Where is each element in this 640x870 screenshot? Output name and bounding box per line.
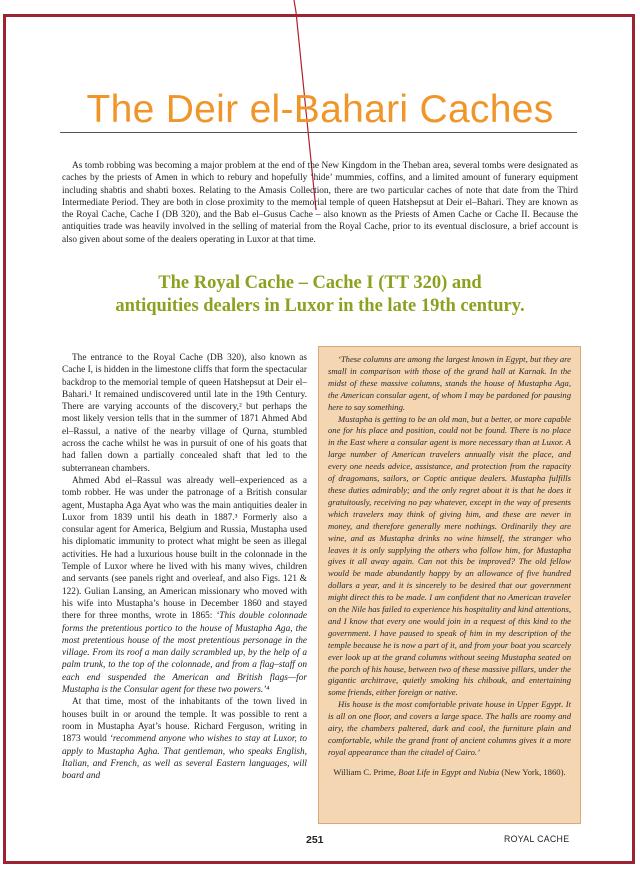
- sidebar-paragraph-3: His house is the most comfortable private house in Upper Egypt. It is all on one floor, and covers a large space. The halls are roomy and airy, the chambers paltered, dark and cool, the furniture plain and comfortable, while the grand front of ancient columns gives it a more royal appearance than the citadel of Cairo.’: [328, 699, 571, 757]
- citation-details: (New York, 1860).: [499, 766, 566, 777]
- page-number: 251: [306, 834, 324, 846]
- ferguson-quote: ‘recommend anyone who wishes to stay at Luxor, to apply to Mustapha Agha. That gentleman, who speaks English, Italian, and French, as well as several Eastern languages, will board and: [62, 734, 307, 782]
- body-paragraph-2: [62, 475, 307, 696]
- quote-sidebar-panel: [318, 346, 581, 824]
- footnote-ref-4: ⁴: [266, 685, 270, 696]
- body-paragraph-1: The entrance to the Royal Cache (DB 320), also known as Cache I, is hidden in the limestone cliffs that form the spectacular backdrop to the memorial temple of queen Hatshepsut at Deir el–Bahari.¹ It remained undiscovered until late in the 19th Century. There are varying accounts of the discovery,² but perhaps the most likely version tells that in the summer of 1871 Ahmed Abd el–Rassul, a native of the nearby village of Qurna, stumbled across the cache whilst he was in pursuit of one of his goats that had fallen down a partially concealed shaft that led to the subterranean chambers.: [62, 353, 307, 474]
- subtitle-line-2: antiquities dealers in Luxor in the late 19th century.: [115, 296, 525, 316]
- title-rule: [60, 132, 577, 133]
- sidebar-paragraph-2: Mustapha is getting to be an old man, but a better, or more capable one for his place and position, could not be found. There is no place in the East where a consular agent is more necessary than at Luxor. A large number of American travelers annually visit the place, and every one needs advice, assistance, and protection from the rapacity of dragomans, sailors, or Coptic antique dealers. Mustapha fulfills these duties admirably; and the only regret about it is that he does it gratuitously, receiving no pay whatever, except in the way of presents which travelers may think of giving him, and these are never in money, and therefore generally mere nothings. Ordinarily they are wine, and as Mustapha drinks no wine himself, the stranger who leaves it is only supplying the others who follow him, for Mustapha gives it all away again. Can not this be improved? The old fellow would be made abundantly happy by an allowance of five hundred dollars a year, and it is sincerely to be desired that our government might direct this to be made. I am confident that no American traveler on the Nile has failed to experience his hospitality and kind attentions, and I know that every one would join in a request of this kind to the government. I have paused to speak of him in my description of the temple because he is now a part of it, and from your boat you scarcely ever look up at the grand columns without seeing Mustapha seated on the porch of his house, between two of these massive pillars, under the gigantic architrave, quietly smoking his chibouk, and entertaining some friends, either foreign or native.: [328, 413, 571, 698]
- page-title: The Deir el-Bahari Caches: [86, 88, 554, 131]
- body-paragraph-2-text: Ahmed Abd el–Rassul was already well–experienced as a tomb robber. He was under the patronage of a British consular agent, Mustapha Aga Ayat who was the main antiquities dealer in Luxor from 1839 until his death in 1887.³ Formerly also a consular agent for America, Belgium and Russia, Mustapha used his diplomatic immunity to protect what might be seen as illegal activities. He had a luxurious house built in the colonnade in the Temple of Luxor where he lived with his many wives, children and servants (see panels right and overleaf, and also Figs. 121 & 122). Gulian Lansing, an American missionary who moved with his wife into Mustapha’s house in December 1860 and stayed there for three months, wrote in 1865:: [62, 475, 307, 622]
- intro-paragraph: As tomb robbing was becoming a major problem at the end of the New Kingdom in the Theban area, several tombs were designated as caches by the priests of Amen in which to rebury and hopefully ‘hide’ mummies, coffins, and a limited amount of funerary equipment including shabtis and shabti boxes. Relating to the Amasis Collection, there are two particular caches of note that date from the Third Intermediate Period. They are both in close proximity to the memorial temple of queen Hatshepsut at Deir el–Bahari. They are known as the Royal Cache, Cache I (DB 320), and the Bab el–Gusus Cache – also known as the Priests of Amen Cache or Cache II. Because the antiquities trade was heavily involved in the selling of material from the Royal Cache, prior to its eventual disclosure, a brief account is also given about some of the dealers operating in Luxor at that time.: [62, 161, 578, 245]
- running-head: ROYAL CACHE: [504, 834, 570, 844]
- subtitle-line-1: The Royal Cache – Cache I (TT 320) and: [158, 273, 482, 293]
- section-subtitle: [70, 272, 570, 318]
- main-text-column: [62, 352, 307, 782]
- sidebar-citation: [328, 767, 571, 779]
- citation-author: William C. Prime,: [333, 766, 399, 777]
- body-paragraph-3: [62, 696, 307, 782]
- sidebar-paragraph-1: ‘These columns are among the largest known in Egypt, but they are small in comparison with those of the grand hall at Karnak. In the midst of these massive columns, stands the house of Mustapha Aga, the American consular agent, of whom I may be pardoned for pausing here to say something.: [328, 354, 571, 412]
- body-paragraph-3-text: At that time, most of the inhabitants of the town lived in houses built in or around the temple. It was possible to rent a room in Mustapha Ayat’s house. Richard Ferguson, writing in 1873 would: [62, 697, 307, 745]
- citation-title: Boat Life in Egypt and Nubia: [398, 766, 500, 777]
- lansing-quote: ‘This double colonnade forms the pretentious portico to the house of Mustapha Aga, the most pretentious house of the most pretentious personage in the village. From its roof a man daily scrambled up, by the help of a palm trunk, to the top of the colonnade, and from a flag–staff on each end suspended the American and British flags—for Mustapha is the Consular agent for these two powers.’: [62, 611, 307, 696]
